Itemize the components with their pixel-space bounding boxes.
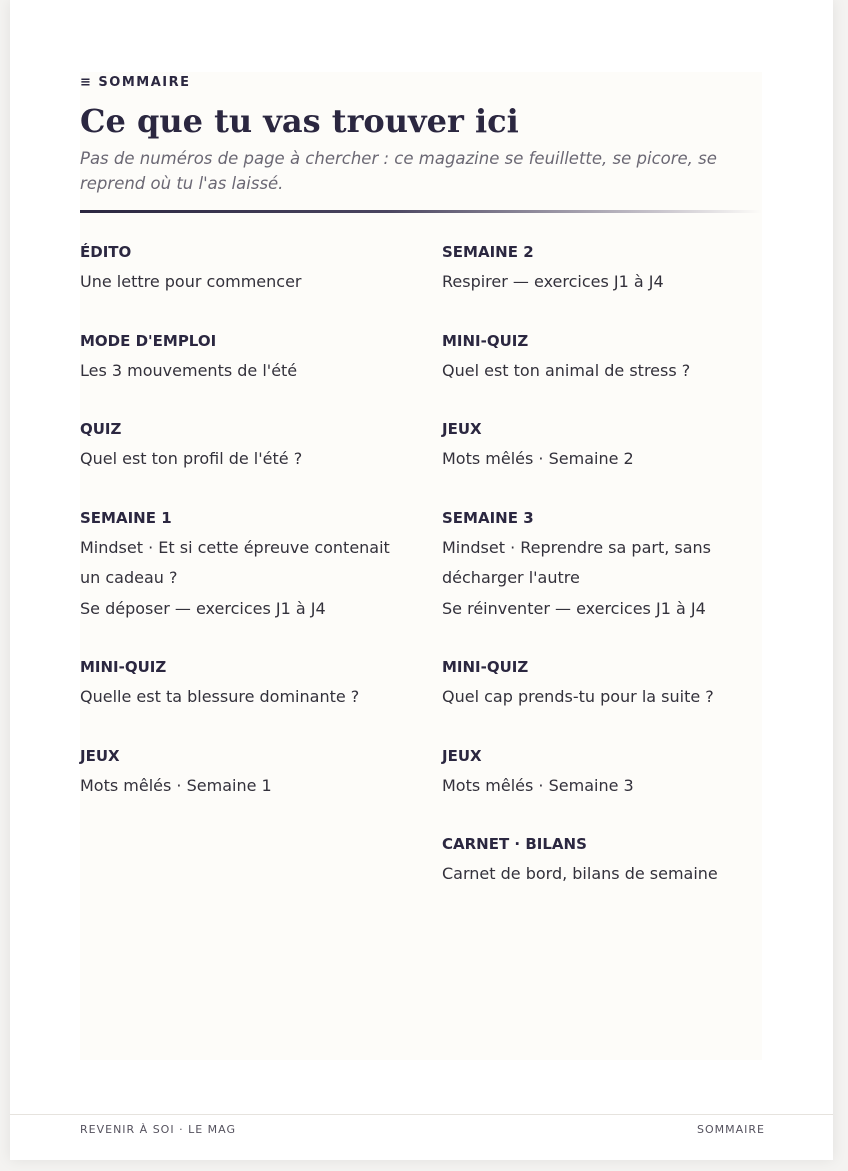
entry-label: SEMAINE 1 — [80, 508, 172, 527]
contents-entry[interactable] — [80, 240, 412, 298]
contents-entry[interactable] — [80, 329, 412, 387]
entry-label: ÉDITO — [80, 243, 132, 261]
entry-description: Mots mêlés · Semaine 2 — [442, 449, 634, 468]
kicker-label: SOMMAIRE — [98, 75, 191, 90]
entry-description: Quel est ton profil de l'été ? — [80, 449, 303, 468]
entry-description: Se réinventer — exercices J1 à J4 — [442, 598, 706, 618]
contents-entry[interactable] — [80, 506, 412, 625]
entry-label: MODE D'EMPLOI — [80, 331, 217, 350]
footer-section-name: SOMMAIRE — [697, 1123, 765, 1136]
entry-label: MINI-QUIZ — [80, 658, 167, 676]
contents-entry[interactable] — [442, 655, 774, 713]
contents-entry[interactable] — [442, 506, 774, 625]
entry-label: SEMAINE 3 — [442, 508, 534, 527]
entry-description: Se déposer — exercices J1 à J4 — [80, 598, 326, 618]
contents-entry[interactable] — [80, 655, 412, 713]
entry-description: Quel cap prends-tu pour la suite ? — [442, 687, 714, 706]
contents-entry[interactable] — [442, 832, 774, 890]
entry-label: MINI-QUIZ — [442, 331, 529, 350]
contents-entry[interactable] — [80, 417, 412, 475]
page-subtitle: Pas de numéros de page à chercher : ce magazine se feuillette, se picore, se reprend où tu l'as laissé. — [80, 149, 717, 193]
footer-divider — [10, 1114, 833, 1115]
entry-label: QUIZ — [80, 420, 122, 438]
entry-description: Mindset · Et si cette épreuve contenait un cadeau ? — [80, 537, 390, 587]
contents-column-right — [442, 240, 774, 921]
entry-description: Quel est ton animal de stress ? — [442, 360, 691, 380]
list-icon: ≡ — [80, 75, 93, 90]
section-kicker — [80, 75, 190, 90]
entry-description: Mots mêlés · Semaine 3 — [442, 775, 634, 795]
contents-entry[interactable] — [442, 240, 774, 298]
contents-column-left — [80, 240, 412, 832]
entry-label: CARNET · BILANS — [442, 835, 587, 853]
entry-description: Quelle est ta blessure dominante ? — [80, 687, 360, 706]
contents-entry[interactable] — [442, 417, 774, 475]
footer-magazine-name: REVENIR À SOI · LE MAG — [80, 1123, 236, 1136]
entry-label: JEUX — [80, 746, 120, 765]
entry-description: Carnet de bord, bilans de semaine — [442, 864, 718, 883]
entry-description: Les 3 mouvements de l'été — [80, 360, 298, 380]
entry-description: Respirer — exercices J1 à J4 — [442, 272, 664, 291]
contents-entry[interactable] — [442, 744, 774, 802]
entry-label: JEUX — [442, 746, 482, 765]
entry-description: Mots mêlés · Semaine 1 — [80, 775, 272, 795]
entry-label: SEMAINE 2 — [442, 243, 534, 261]
contents-entry[interactable] — [80, 744, 412, 802]
contents-entry[interactable] — [442, 329, 774, 387]
magazine-page — [10, 0, 833, 1160]
entry-description: Une lettre pour commencer — [80, 272, 302, 291]
page-title: Ce que tu vas trouver ici — [80, 102, 519, 140]
entry-description: Mindset · Reprendre sa part, sans décharger l'autre — [442, 537, 712, 587]
entry-label: MINI-QUIZ — [442, 658, 529, 676]
entry-label: JEUX — [442, 420, 482, 438]
title-divider — [80, 210, 762, 213]
